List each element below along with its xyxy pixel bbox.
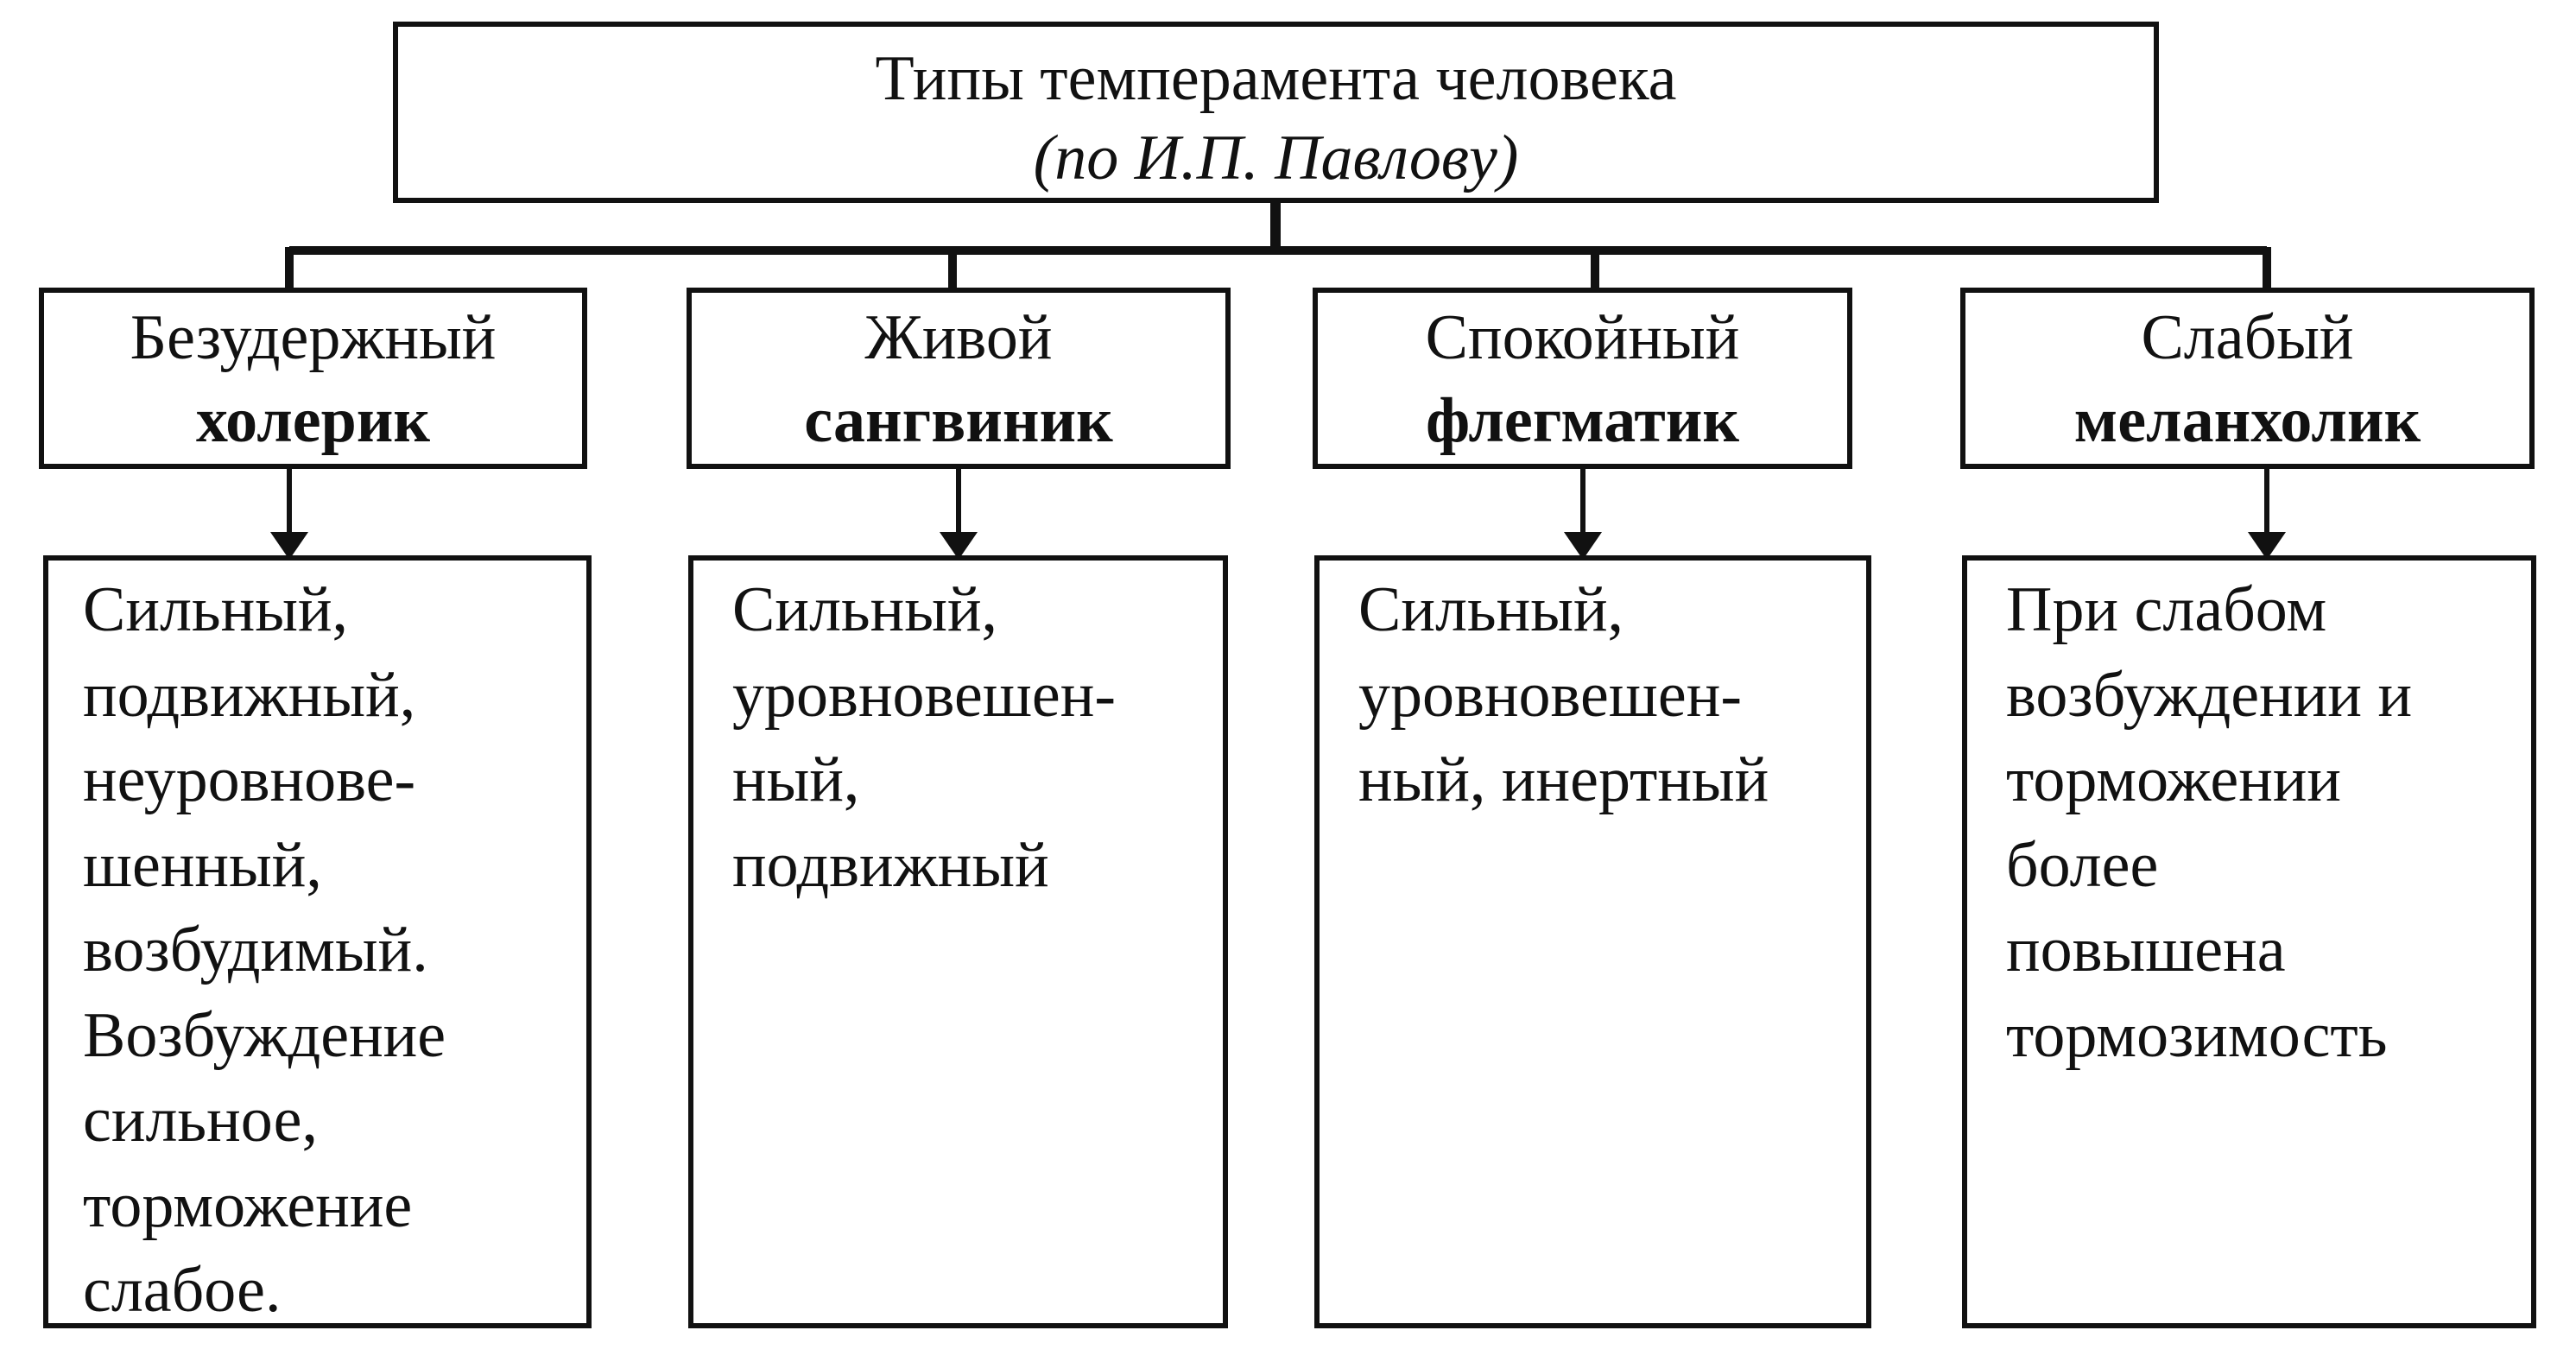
description-line: уровновешен- (732, 659, 1116, 731)
type-label: Слабый (2141, 302, 2354, 373)
arrow-3 (1564, 467, 1602, 560)
description-line: подвижный (732, 829, 1049, 901)
description-line: ный, (732, 744, 860, 815)
type-label: Живой (864, 302, 1053, 373)
type-name: флегматик (1426, 385, 1739, 456)
description-line: торможение (83, 1169, 413, 1241)
description-box-sanguine (688, 555, 1228, 1328)
description-line: неуровнове- (83, 744, 416, 815)
description-line: При слабом (2006, 574, 2327, 645)
root-subtitle: (по И.П. Павлову) (1033, 123, 1519, 193)
type-name: холерик (196, 385, 430, 456)
type-label: Безудержный (130, 302, 497, 373)
root-box (393, 22, 2159, 203)
type-label: Спокойный (1425, 302, 1740, 373)
root-title: Типы темперамента человека (875, 43, 1677, 114)
description-line: Сильный, (1358, 574, 1624, 645)
description-line: возбуждении и (2006, 659, 2413, 731)
arrow-1 (270, 467, 308, 560)
description-box-melancholic (1962, 555, 2536, 1328)
description-line: шенный, (83, 829, 322, 901)
description-line: тормозимость (2006, 999, 2388, 1071)
type-name: меланхолик (2073, 385, 2421, 456)
arrow-4 (2248, 467, 2286, 560)
description-line: слабое. (83, 1255, 282, 1326)
type-box-phlegmatic (1313, 288, 1852, 469)
description-line: повышена (2006, 915, 2286, 985)
type-box-melancholic (1960, 288, 2535, 469)
description-line: возбудимый. (83, 915, 428, 985)
description-line: Сильный, (732, 574, 998, 645)
description-line: Возбуждение (83, 999, 446, 1071)
description-line: торможении (2006, 744, 2342, 815)
description-line: более (2006, 829, 2159, 901)
description-line: сильное, (83, 1085, 318, 1156)
description-box-phlegmatic (1314, 555, 1871, 1328)
description-box-choleric (43, 555, 592, 1328)
type-name: сангвиник (804, 385, 1113, 456)
type-box-choleric (39, 288, 587, 469)
type-box-sanguine (687, 288, 1231, 469)
description-line: ный, инертный (1358, 744, 1769, 815)
description-line: Сильный, (83, 574, 349, 645)
description-line: уровновешен- (1358, 659, 1742, 731)
arrow-2 (940, 467, 978, 560)
description-line: подвижный, (83, 659, 416, 731)
